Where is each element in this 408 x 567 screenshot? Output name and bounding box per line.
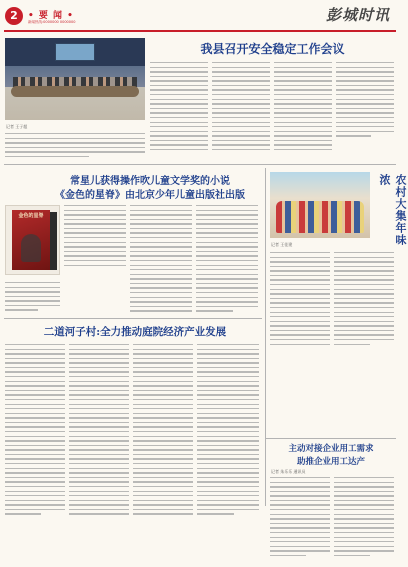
- book-front-cover: [12, 210, 50, 270]
- body-safety-col1: [5, 133, 145, 160]
- body-book-col2: [130, 205, 192, 315]
- body-village-col3: [133, 344, 193, 518]
- body-rural-col1: [270, 252, 330, 348]
- photo-book-cover: [5, 205, 60, 275]
- news-hotline: 新闻热线:0000000 0000000: [28, 20, 76, 24]
- body-village-col4: [197, 344, 259, 518]
- meeting-table: [11, 86, 140, 97]
- body-safety-col4: [274, 62, 332, 154]
- body-rural-col2: [334, 252, 394, 348]
- page-number-badge: 2: [5, 7, 23, 25]
- divider-row2: [4, 318, 262, 319]
- header-rule: [4, 30, 396, 32]
- headline-rural-school: 农村大集年味浓: [378, 174, 407, 246]
- meeting-screen: [55, 43, 94, 61]
- section-title: • 要 闻 •: [28, 11, 74, 21]
- book-cover-figure: [21, 234, 41, 262]
- book-cover-title: 金色的星脊: [18, 213, 44, 219]
- children-group: [276, 201, 364, 233]
- body-employment-col1: [270, 477, 330, 559]
- body-safety-col5: [336, 62, 394, 140]
- body-book-col1b: [5, 282, 60, 314]
- divider-row1: [4, 164, 396, 165]
- headline-employment-line1: 主动对接企业用工需求: [288, 444, 374, 454]
- body-employment-col2: [334, 477, 394, 559]
- byline-employment: 记者 朱乐乐 通讯员: [271, 469, 306, 474]
- headline-book-line2: 《金色的星脊》由北京少年儿童出版社出版: [55, 190, 245, 201]
- headline-safety-meeting: 我县召开安全稳定工作会议: [200, 42, 345, 56]
- photo-children: [270, 172, 370, 238]
- body-book-col1: [64, 205, 126, 269]
- headline-employment-line2: 助推企业用工达产: [296, 457, 365, 467]
- photo-caption-meeting: 记者 王子超: [6, 124, 28, 129]
- body-village-col1: [5, 344, 65, 518]
- divider-right-lower: [266, 438, 396, 439]
- body-book-col3: [196, 205, 258, 315]
- headline-village-industry: 二道河子村:全力推动庭院经济产业发展: [43, 326, 227, 338]
- photo-meeting: [5, 38, 145, 120]
- book-spine: [50, 212, 57, 270]
- body-village-col2: [69, 344, 129, 518]
- body-safety-col2: [150, 62, 208, 154]
- photo-caption-children: 记者 王佳建: [271, 242, 293, 247]
- body-safety-col3: [212, 62, 270, 154]
- newspaper-masthead: 彭城时讯: [325, 6, 390, 24]
- headline-book-line1: 常星儿获得操作吹儿童文学奖的小说: [70, 176, 230, 187]
- page-header: [0, 0, 400, 30]
